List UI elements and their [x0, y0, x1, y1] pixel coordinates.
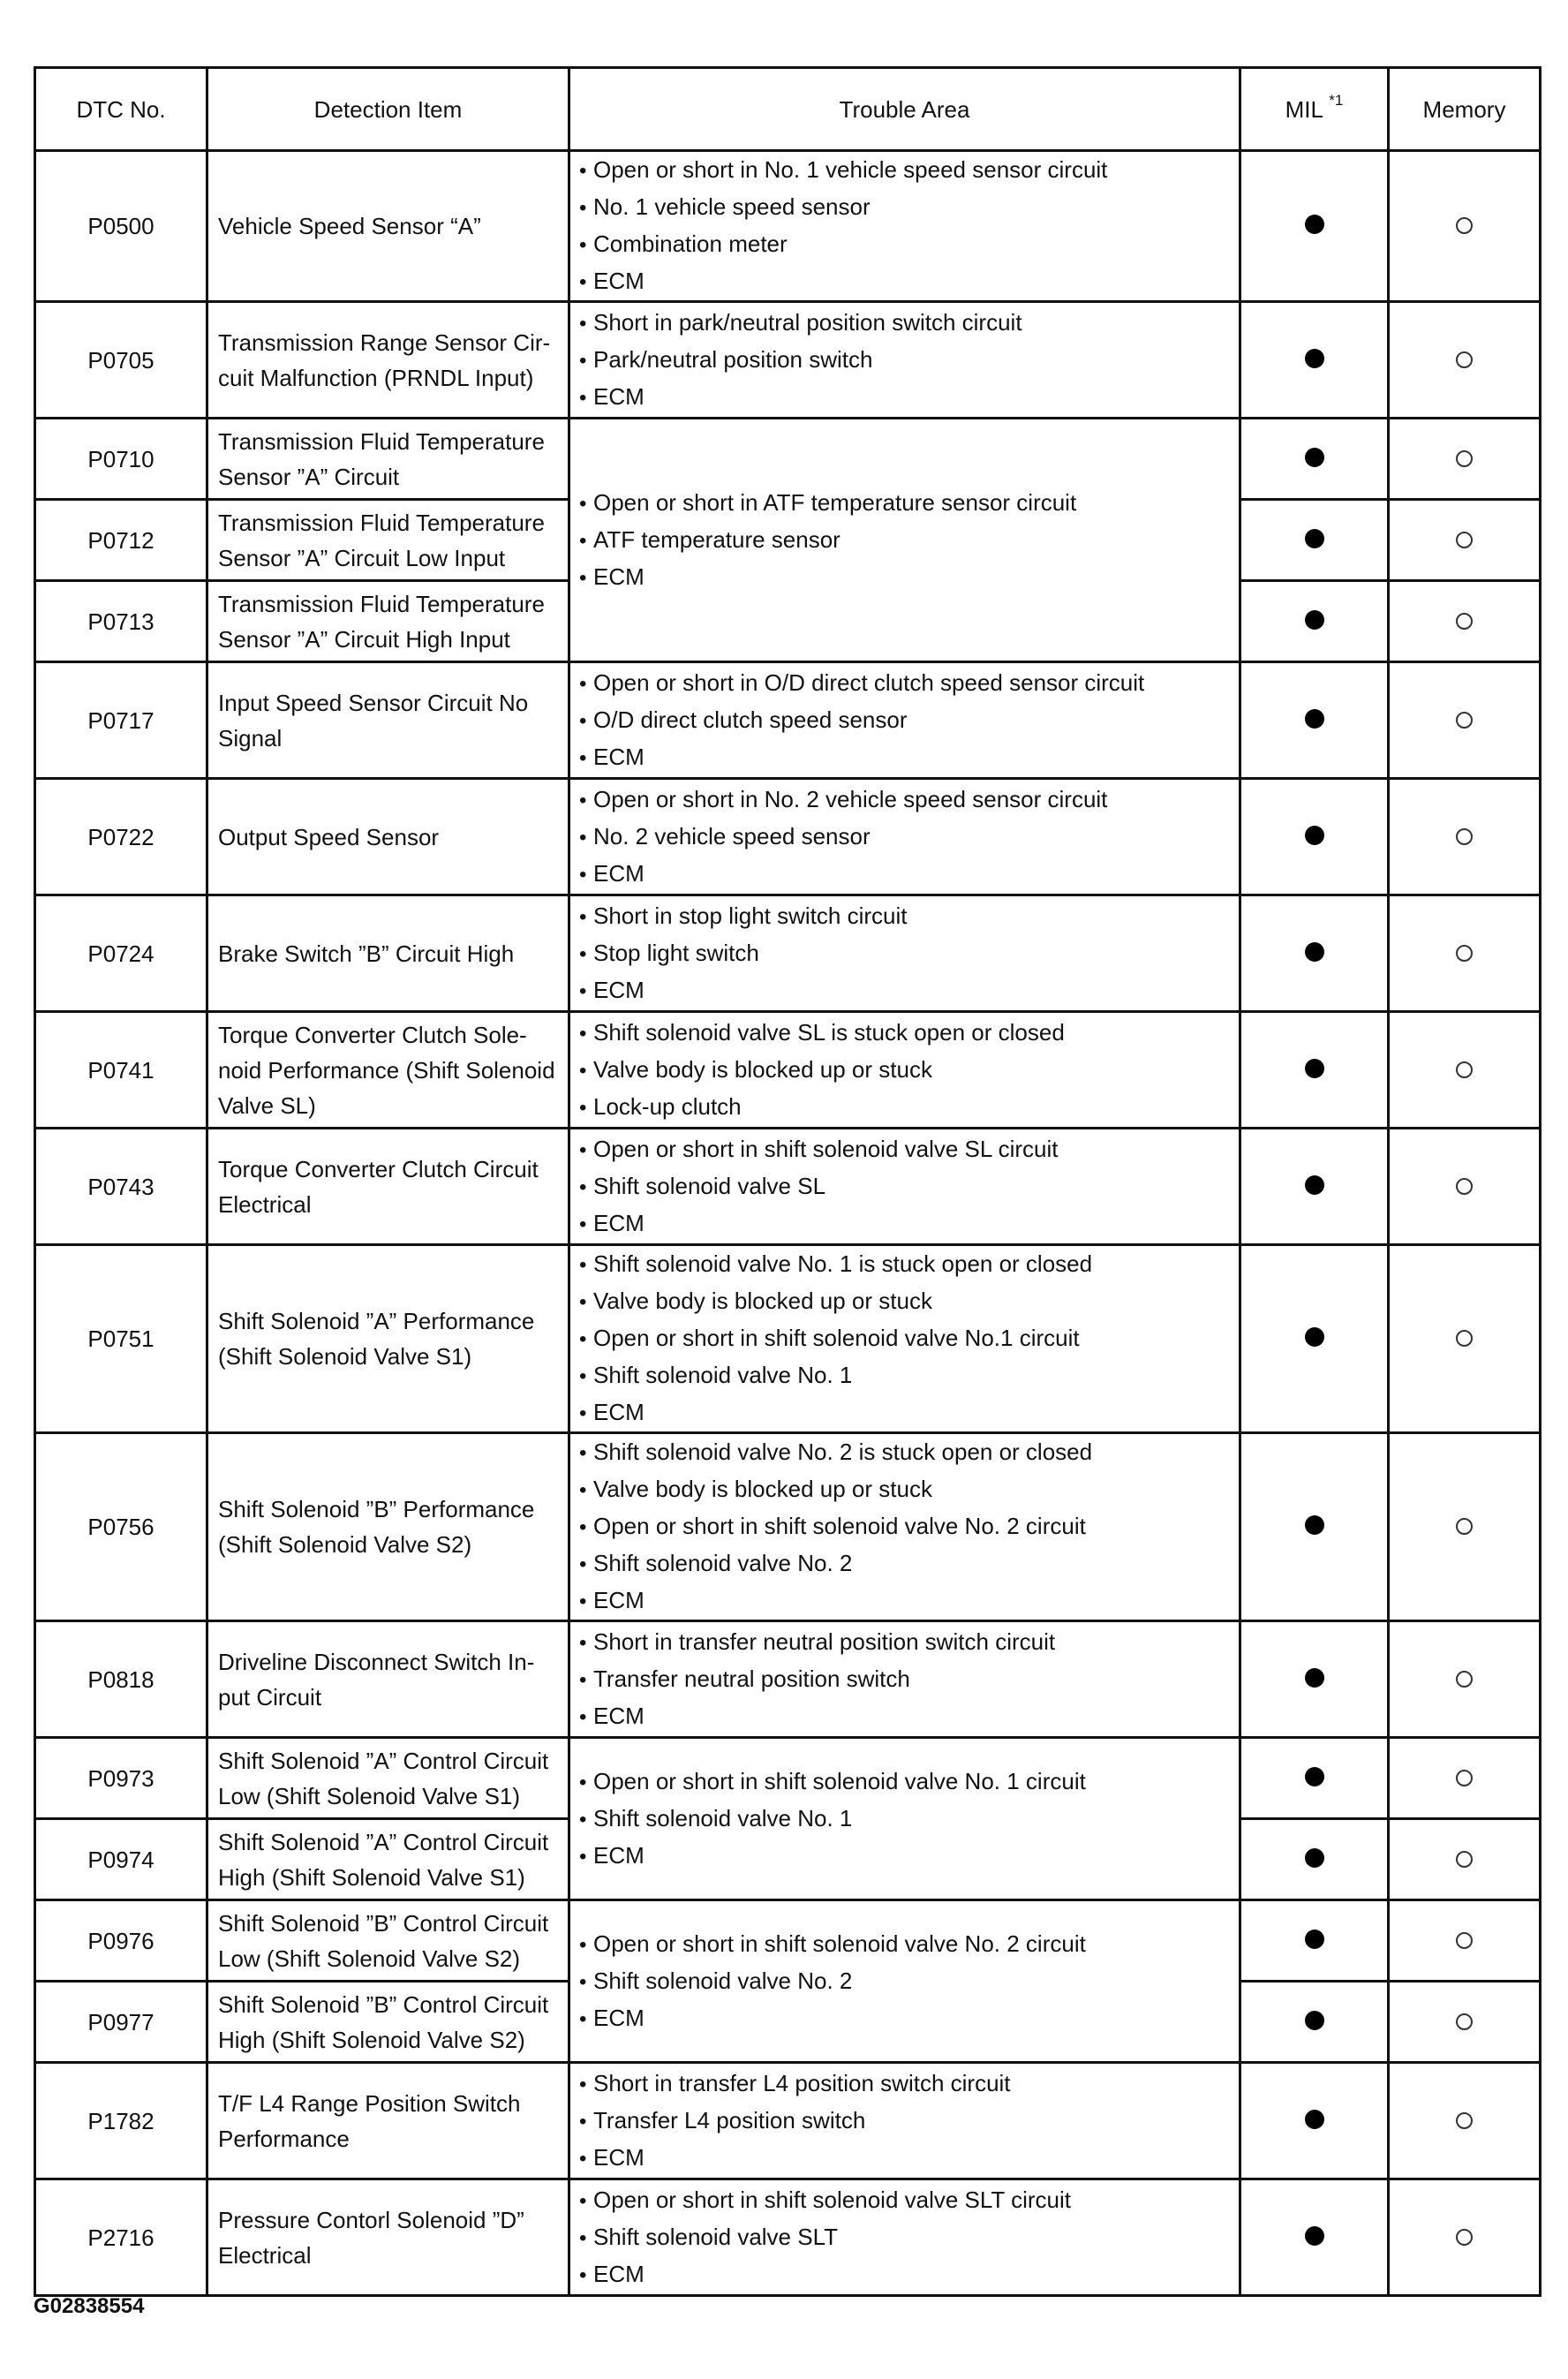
- mil-on-icon: [1305, 826, 1324, 845]
- trouble-list: [579, 898, 1239, 1009]
- memory-cell: [1389, 1819, 1541, 1900]
- detection-item: Transmission Fluid Temperature Sensor ”A” Circuit Low Input: [207, 500, 569, 581]
- trouble-item: [579, 2219, 1239, 2256]
- trouble-item: [579, 1838, 1239, 1875]
- detection-item: Torque Converter Clutch Sole-noid Performance (Shift Solenoid Valve SL): [207, 1012, 569, 1129]
- mil-cell: [1240, 2063, 1389, 2179]
- trouble-item-text: Shift solenoid valve No. 2: [593, 1550, 853, 1576]
- trouble-item: [579, 1963, 1239, 2000]
- trouble-item: [579, 1545, 1239, 1582]
- memory-cell: [1389, 419, 1541, 500]
- trouble-item: [579, 305, 1239, 342]
- trouble-list: [579, 1015, 1239, 1126]
- trouble-item: [579, 1168, 1239, 1205]
- mil-on-icon: [1305, 349, 1324, 368]
- trouble-item: [579, 1394, 1239, 1431]
- trouble-item: [579, 1661, 1239, 1698]
- trouble-list: [579, 1246, 1239, 1431]
- trouble-list: [579, 1434, 1239, 1620]
- trouble-item-text: Short in transfer neutral position switch circuit: [593, 1628, 1056, 1655]
- mil-on-icon: [1305, 1515, 1324, 1535]
- trouble-item: [579, 1089, 1239, 1126]
- trouble-area: [569, 1621, 1240, 1738]
- trouble-item: [579, 2140, 1239, 2177]
- trouble-item: [579, 2103, 1239, 2140]
- trouble-item-text: Open or short in shift solenoid valve SL circuit: [593, 1135, 1059, 1162]
- trouble-item: [579, 189, 1239, 226]
- detection-item: Shift Solenoid ”B” Control Circuit High (Shift Solenoid Valve S2): [207, 1982, 569, 2063]
- trouble-item: [579, 665, 1239, 702]
- trouble-item-text: Park/neutral position switch: [593, 345, 873, 373]
- memory-stored-icon: [1456, 613, 1473, 630]
- trouble-item: [579, 226, 1239, 263]
- trouble-item: [579, 152, 1239, 189]
- header-dtc: DTC No.: [35, 68, 207, 151]
- trouble-area: [569, 419, 1240, 662]
- mil-on-icon: [1305, 610, 1324, 630]
- trouble-item: [579, 702, 1239, 739]
- trouble-item: [579, 1624, 1239, 1661]
- trouble-area: [569, 2063, 1240, 2179]
- trouble-item: [579, 1926, 1239, 1963]
- mil-cell: [1240, 895, 1389, 1012]
- table-row: [35, 1900, 1541, 1982]
- table-row: [35, 302, 1541, 419]
- trouble-item-text: ATF temperature sensor: [593, 525, 841, 553]
- trouble-list: [579, 1624, 1239, 1735]
- trouble-item: [579, 972, 1239, 1009]
- mil-cell: [1240, 1621, 1389, 1738]
- trouble-item-text: ECM: [593, 2260, 645, 2287]
- memory-cell: [1389, 581, 1541, 662]
- memory-stored-icon: [1456, 532, 1473, 548]
- trouble-item-text: ECM: [593, 1209, 645, 1236]
- memory-cell: [1389, 2179, 1541, 2296]
- mil-on-icon: [1305, 2226, 1324, 2246]
- detection-item: Transmission Range Sensor Cir-cuit Malfunction (PRNDL Input): [207, 302, 569, 419]
- trouble-item-text: Short in transfer L4 position switch circuit: [593, 2069, 1011, 2096]
- trouble-item-text: Open or short in shift solenoid valve No.1 circuit: [593, 1325, 1080, 1351]
- mil-cell: [1240, 151, 1389, 302]
- trouble-list: [579, 305, 1239, 416]
- memory-cell: [1389, 1738, 1541, 1819]
- trouble-item: [579, 2256, 1239, 2293]
- dtc-code: P0974: [35, 1819, 207, 1900]
- trouble-item-text: Shift solenoid valve No. 1: [593, 1362, 853, 1388]
- trouble-item-text: ECM: [593, 1587, 645, 1613]
- table-row: [35, 419, 1541, 500]
- memory-stored-icon: [1456, 2013, 1473, 2030]
- memory-stored-icon: [1456, 945, 1473, 962]
- trouble-item-text: Open or short in No. 2 vehicle speed sensor circuit: [593, 785, 1108, 812]
- mil-cell: [1240, 2179, 1389, 2296]
- table-row: [35, 1012, 1541, 1129]
- figure-id: G02838554: [34, 2294, 145, 2318]
- detection-item: Vehicle Speed Sensor “A”: [207, 151, 569, 302]
- memory-stored-icon: [1456, 1851, 1473, 1868]
- trouble-item-text: Shift solenoid valve SL is stuck open or closed: [593, 1018, 1065, 1046]
- dtc-code: P0710: [35, 419, 207, 500]
- dtc-code: P0741: [35, 1012, 207, 1129]
- detection-item: Shift Solenoid ”A” Control Circuit High (Shift Solenoid Valve S1): [207, 1819, 569, 1900]
- trouble-item-text: Lock-up clutch: [593, 1092, 742, 1120]
- trouble-item: [579, 485, 1239, 522]
- memory-cell: [1389, 1982, 1541, 2063]
- trouble-item-text: ECM: [593, 2143, 645, 2171]
- memory-stored-icon: [1456, 828, 1473, 845]
- trouble-item-text: Valve body is blocked up or stuck: [593, 1476, 932, 1502]
- trouble-item-text: ECM: [593, 976, 645, 1003]
- dtc-code: P0818: [35, 1621, 207, 1738]
- trouble-item: [579, 739, 1239, 776]
- mil-on-icon: [1305, 1327, 1324, 1347]
- memory-stored-icon: [1456, 1061, 1473, 1078]
- dtc-code: P0751: [35, 1245, 207, 1433]
- mil-cell: [1240, 779, 1389, 895]
- trouble-item-text: Transfer neutral position switch: [593, 1665, 910, 1692]
- mil-cell: [1240, 1433, 1389, 1621]
- trouble-area: [569, 1012, 1240, 1129]
- trouble-item-text: ECM: [593, 859, 645, 887]
- trouble-item: [579, 2066, 1239, 2103]
- memory-stored-icon: [1456, 712, 1473, 729]
- trouble-item: [579, 1320, 1239, 1357]
- trouble-item: [579, 1434, 1239, 1471]
- detection-item: Shift Solenoid ”B” Performance (Shift Solenoid Valve S2): [207, 1433, 569, 1621]
- detection-item: Pressure Contorl Solenoid ”D” Electrical: [207, 2179, 569, 2296]
- trouble-item-text: Shift solenoid valve SLT: [593, 2223, 838, 2250]
- trouble-item: [579, 379, 1239, 416]
- dtc-code: P0712: [35, 500, 207, 581]
- trouble-list: [579, 1926, 1239, 2037]
- trouble-item-text: Short in park/neutral position switch circuit: [593, 308, 1022, 336]
- trouble-area: [569, 302, 1240, 419]
- dtc-code: P1782: [35, 2063, 207, 2179]
- trouble-item-text: Open or short in shift solenoid valve No. 1 circuit: [593, 1767, 1086, 1794]
- memory-cell: [1389, 151, 1541, 302]
- header-trouble-area: Trouble Area: [569, 68, 1240, 151]
- trouble-item-text: ECM: [593, 1399, 645, 1425]
- trouble-item-text: Shift solenoid valve No. 1: [593, 1804, 853, 1831]
- mil-on-icon: [1305, 1059, 1324, 1078]
- trouble-item: [579, 819, 1239, 856]
- mil-on-icon: [1305, 1767, 1324, 1786]
- trouble-item: [579, 1246, 1239, 1283]
- mil-on-icon: [1305, 215, 1324, 234]
- dtc-code: P2716: [35, 2179, 207, 2296]
- trouble-item-text: Open or short in shift solenoid valve SLT circuit: [593, 2186, 1071, 2213]
- trouble-item-text: ECM: [593, 1702, 645, 1729]
- trouble-item-text: ECM: [593, 563, 645, 590]
- memory-stored-icon: [1456, 1770, 1473, 1786]
- trouble-item: [579, 342, 1239, 379]
- mil-cell: [1240, 500, 1389, 581]
- trouble-item-text: Open or short in O/D direct clutch speed sensor circuit: [593, 668, 1145, 696]
- memory-cell: [1389, 1129, 1541, 1245]
- trouble-area: [569, 895, 1240, 1012]
- dtc-code: P0713: [35, 581, 207, 662]
- trouble-area: [569, 1129, 1240, 1245]
- mil-cell: [1240, 1245, 1389, 1433]
- mil-on-icon: [1305, 1175, 1324, 1195]
- trouble-item-text: Combination meter: [593, 230, 788, 257]
- memory-stored-icon: [1456, 1518, 1473, 1535]
- trouble-item: [579, 1801, 1239, 1838]
- memory-cell: [1389, 1245, 1541, 1433]
- mil-on-icon: [1305, 709, 1324, 729]
- mil-cell: [1240, 581, 1389, 662]
- memory-stored-icon: [1456, 217, 1473, 234]
- mil-cell: [1240, 1012, 1389, 1129]
- trouble-list: [579, 1763, 1239, 1875]
- trouble-area: [569, 779, 1240, 895]
- memory-cell: [1389, 779, 1541, 895]
- memory-stored-icon: [1456, 351, 1473, 368]
- trouble-item: [579, 1205, 1239, 1242]
- detection-item: Driveline Disconnect Switch In-put Circuit: [207, 1621, 569, 1738]
- mil-cell: [1240, 662, 1389, 779]
- detection-item: Output Speed Sensor: [207, 779, 569, 895]
- trouble-item: [579, 1582, 1239, 1620]
- trouble-item: [579, 522, 1239, 559]
- trouble-area: [569, 1245, 1240, 1433]
- dtc-code: P0722: [35, 779, 207, 895]
- dtc-code: P0973: [35, 1738, 207, 1819]
- trouble-item-text: Open or short in ATF temperature sensor circuit: [593, 488, 1077, 516]
- trouble-item-text: Open or short in No. 1 vehicle speed sensor circuit: [593, 156, 1108, 183]
- mil-on-icon: [1305, 2110, 1324, 2129]
- trouble-item-text: Shift solenoid valve SL: [593, 1172, 826, 1199]
- trouble-list: [579, 152, 1239, 300]
- trouble-item-text: Transfer L4 position switch: [593, 2106, 866, 2134]
- trouble-area: [569, 151, 1240, 302]
- detection-item: Shift Solenoid ”B” Control Circuit Low (Shift Solenoid Valve S2): [207, 1900, 569, 1982]
- detection-item: Transmission Fluid Temperature Sensor ”A” Circuit High Input: [207, 581, 569, 662]
- trouble-item-text: Open or short in shift solenoid valve No. 2 circuit: [593, 1930, 1086, 1957]
- trouble-item: [579, 1357, 1239, 1394]
- trouble-list: [579, 1131, 1239, 1242]
- trouble-area: [569, 2179, 1240, 2296]
- mil-cell: [1240, 302, 1389, 419]
- detection-item: Shift Solenoid ”A” Performance (Shift Solenoid Valve S1): [207, 1245, 569, 1433]
- trouble-item: [579, 1015, 1239, 1052]
- trouble-item-text: Valve body is blocked up or stuck: [593, 1288, 932, 1314]
- table-header-row: [35, 68, 1541, 151]
- mil-on-icon: [1305, 942, 1324, 962]
- table-row: [35, 151, 1541, 302]
- mil-cell: [1240, 1738, 1389, 1819]
- table-row: [35, 2179, 1541, 2296]
- trouble-item-text: ECM: [593, 382, 645, 410]
- table-row: [35, 2063, 1541, 2179]
- trouble-area: [569, 1738, 1240, 1900]
- table-row: [35, 779, 1541, 895]
- trouble-item-text: No. 1 vehicle speed sensor: [593, 193, 871, 220]
- dtc-code: P0705: [35, 302, 207, 419]
- header-mil: [1240, 68, 1389, 151]
- detection-item: Brake Switch ”B” Circuit High: [207, 895, 569, 1012]
- trouble-list: [579, 665, 1239, 776]
- trouble-item-text: ECM: [593, 1841, 645, 1869]
- trouble-item: [579, 898, 1239, 935]
- mil-on-icon: [1305, 448, 1324, 467]
- header-mil-label: MIL: [1285, 95, 1323, 123]
- detection-item: Transmission Fluid Temperature Sensor ”A” Circuit: [207, 419, 569, 500]
- memory-cell: [1389, 1012, 1541, 1129]
- trouble-item: [579, 2182, 1239, 2219]
- mil-cell: [1240, 419, 1389, 500]
- trouble-item: [579, 263, 1239, 300]
- memory-cell: [1389, 1621, 1541, 1738]
- detection-item: Shift Solenoid ”A” Control Circuit Low (Shift Solenoid Valve S1): [207, 1738, 569, 1819]
- dtc-code: P0976: [35, 1900, 207, 1982]
- header-detection-item: Detection Item: [207, 68, 569, 151]
- mil-cell: [1240, 1129, 1389, 1245]
- trouble-item: [579, 1508, 1239, 1545]
- memory-stored-icon: [1456, 1671, 1473, 1688]
- header-mil-footnote: *1: [1329, 91, 1344, 109]
- dtc-code: P0724: [35, 895, 207, 1012]
- memory-stored-icon: [1456, 2229, 1473, 2246]
- trouble-item: [579, 782, 1239, 819]
- dtc-code: P0500: [35, 151, 207, 302]
- trouble-item: [579, 559, 1239, 596]
- trouble-item: [579, 1471, 1239, 1508]
- trouble-item-text: Shift solenoid valve No. 2 is stuck open or closed: [593, 1439, 1093, 1465]
- trouble-item: [579, 1698, 1239, 1735]
- trouble-list: [579, 2066, 1239, 2177]
- table-row: [35, 1129, 1541, 1245]
- memory-stored-icon: [1456, 1330, 1473, 1347]
- detection-item: Torque Converter Clutch Circuit Electrical: [207, 1129, 569, 1245]
- table-row: [35, 1738, 1541, 1819]
- memory-cell: [1389, 500, 1541, 581]
- trouble-item-text: Stop light switch: [593, 939, 759, 966]
- mil-on-icon: [1305, 1930, 1324, 1949]
- trouble-item-text: ECM: [593, 743, 645, 770]
- memory-cell: [1389, 302, 1541, 419]
- memory-stored-icon: [1456, 1932, 1473, 1949]
- trouble-area: [569, 1433, 1240, 1621]
- trouble-item-text: Short in stop light switch circuit: [593, 902, 908, 929]
- trouble-item-text: Shift solenoid valve No. 2: [593, 1967, 853, 1994]
- mil-on-icon: [1305, 2011, 1324, 2030]
- trouble-item-text: O/D direct clutch speed sensor: [593, 706, 908, 733]
- detection-item: Input Speed Sensor Circuit No Signal: [207, 662, 569, 779]
- table-body: [35, 151, 1541, 2296]
- trouble-area: [569, 662, 1240, 779]
- memory-cell: [1389, 1433, 1541, 1621]
- trouble-item-text: Open or short in shift solenoid valve No. 2 circuit: [593, 1513, 1086, 1539]
- trouble-list: [579, 2182, 1239, 2293]
- detection-item: T/F L4 Range Position Switch Performance: [207, 2063, 569, 2179]
- table-row: [35, 1621, 1541, 1738]
- dtc-code: P0756: [35, 1433, 207, 1621]
- mil-on-icon: [1305, 1848, 1324, 1868]
- trouble-item-text: ECM: [593, 2004, 645, 2031]
- trouble-item: [579, 856, 1239, 893]
- mil-cell: [1240, 1982, 1389, 2063]
- memory-cell: [1389, 895, 1541, 1012]
- table-row: [35, 1433, 1541, 1621]
- trouble-item-text: Valve body is blocked up or stuck: [593, 1055, 932, 1083]
- trouble-area: [569, 1900, 1240, 2063]
- trouble-item: [579, 1283, 1239, 1320]
- table-row: [35, 895, 1541, 1012]
- memory-cell: [1389, 1900, 1541, 1982]
- memory-stored-icon: [1456, 2112, 1473, 2129]
- trouble-list: [579, 485, 1239, 596]
- mil-cell: [1240, 1900, 1389, 1982]
- header-memory: Memory: [1389, 68, 1541, 151]
- trouble-item-text: Shift solenoid valve No. 1 is stuck open or closed: [593, 1250, 1093, 1277]
- trouble-item: [579, 935, 1239, 972]
- mil-cell: [1240, 1819, 1389, 1900]
- trouble-item: [579, 1763, 1239, 1801]
- mil-on-icon: [1305, 1668, 1324, 1688]
- trouble-item-text: ECM: [593, 268, 645, 294]
- trouble-item-text: No. 2 vehicle speed sensor: [593, 822, 871, 850]
- trouble-item: [579, 1131, 1239, 1168]
- dtc-code: P0717: [35, 662, 207, 779]
- memory-stored-icon: [1456, 1178, 1473, 1195]
- trouble-item: [579, 2000, 1239, 2037]
- table-row: [35, 662, 1541, 779]
- trouble-item: [579, 1052, 1239, 1089]
- mil-on-icon: [1305, 529, 1324, 548]
- dtc-table: [34, 66, 1542, 2297]
- memory-cell: [1389, 2063, 1541, 2179]
- trouble-list: [579, 782, 1239, 893]
- memory-stored-icon: [1456, 450, 1473, 467]
- dtc-code: P0977: [35, 1982, 207, 2063]
- table-row: [35, 1245, 1541, 1433]
- dtc-code: P0743: [35, 1129, 207, 1245]
- memory-cell: [1389, 662, 1541, 779]
